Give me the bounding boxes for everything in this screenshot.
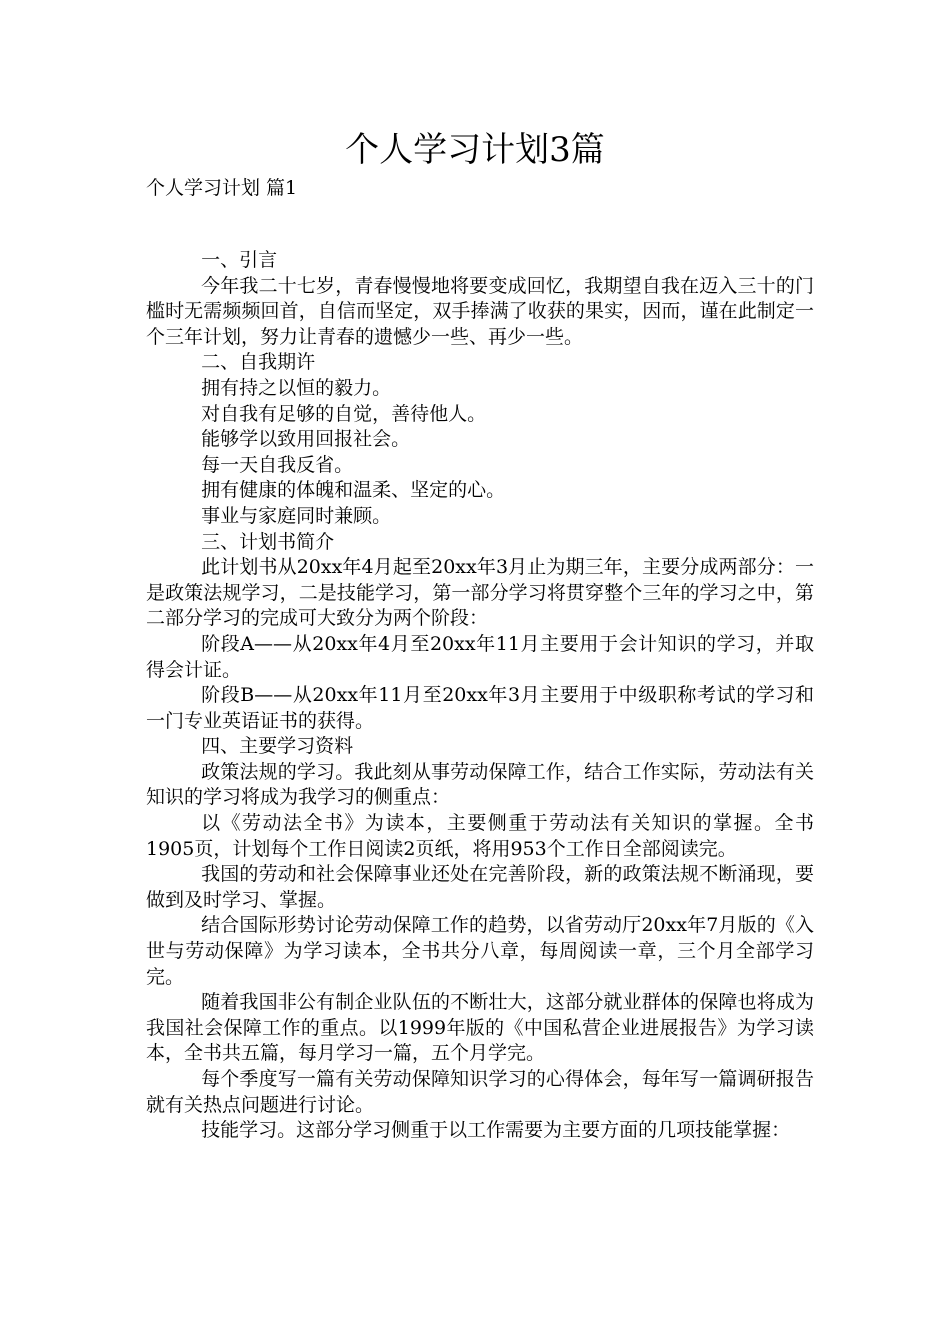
list-item: 每一天自我反省。 xyxy=(201,453,354,476)
list-item: 能够学以致用回报社会。 xyxy=(201,428,411,451)
section-heading-intro: 一、引言 xyxy=(201,249,278,271)
section-heading-expectations: 二、自我期许 xyxy=(201,351,316,374)
paragraph: 结合国际形势讨论劳动保障工作的趋势，以省劳动厅20xx年7月版的《入世与劳动保障》为学习读本，全书共分八章，每周阅读一章，三个月全部学习完。 xyxy=(146,914,814,988)
paragraph: 随着我国非公有制企业队伍的不断壮大，这部分就业群体的保障也将成为我国社会保障工作的重点。以1999年版的《中国私营企业进展报告》为学习读本，全书共五篇，每月学习一篇，五个月学完。 xyxy=(146,991,814,1065)
paragraph: 阶段B——从20xx年11月至20xx年3月主要用于中级职称考试的学习和一门专业英语证书的获得。 xyxy=(146,684,814,732)
document-subtitle: 个人学习计划 篇1 xyxy=(146,177,298,199)
list-item: 对自我有足够的自觉，善待他人。 xyxy=(201,402,487,425)
paragraph: 技能学习。这部分学习侧重于以工作需要为主要方面的几项技能掌握： xyxy=(201,1119,791,1142)
paragraph: 此计划书从20xx年4月起至20xx年3月止为期三年，主要分成两部分：一是政策法规学习，二是技能学习，第一部分学习将贯穿整个三年的学习之中，第二部分学习的完成可大致分为两个阶段： xyxy=(146,556,814,630)
document-title: 个人学习计划3篇 xyxy=(345,130,605,170)
paragraph: 政策法规的学习。我此刻从事劳动保障工作，结合工作实际，劳动法有关知识的学习将成为我学习的侧重点： xyxy=(146,760,814,809)
list-item: 拥有持之以恒的毅力。 xyxy=(201,376,392,399)
document-body xyxy=(146,248,814,1144)
paragraph: 我国的劳动和社会保障事业还处在完善阶段，新的政策法规不断涌现，要做到及时学习、掌握。 xyxy=(146,863,814,911)
paragraph: 今年我二十七岁，青春慢慢地将要变成回忆，我期望自我在迈入三十的门槛时无需频频回首，自信而坚定，双手捧满了收获的果实，因而，谨在此制定一个三年计划，努力让青春的遗憾少一些、再少一些。 xyxy=(146,274,814,348)
paragraph: 每个季度写一篇有关劳动保障知识学习的心得体会，每年写一篇调研报告就有关热点问题进行讨论。 xyxy=(146,1068,814,1116)
section-heading-materials: 四、主要学习资料 xyxy=(201,735,354,758)
list-item: 事业与家庭同时兼顾。 xyxy=(201,504,392,527)
list-item: 拥有健康的体魄和温柔、坚定的心。 xyxy=(201,479,506,502)
section-heading-plan-summary: 三、计划书简介 xyxy=(201,530,335,553)
paragraph: 阶段A——从20xx年4月至20xx年11月主要用于会计知识的学习，并取得会计证。 xyxy=(146,632,814,681)
paragraph: 以《劳动法全书》为读本，主要侧重于劳动法有关知识的掌握。全书1905页，计划每个工作日阅读2页纸，将用953个工作日全部阅读完。 xyxy=(146,812,814,860)
